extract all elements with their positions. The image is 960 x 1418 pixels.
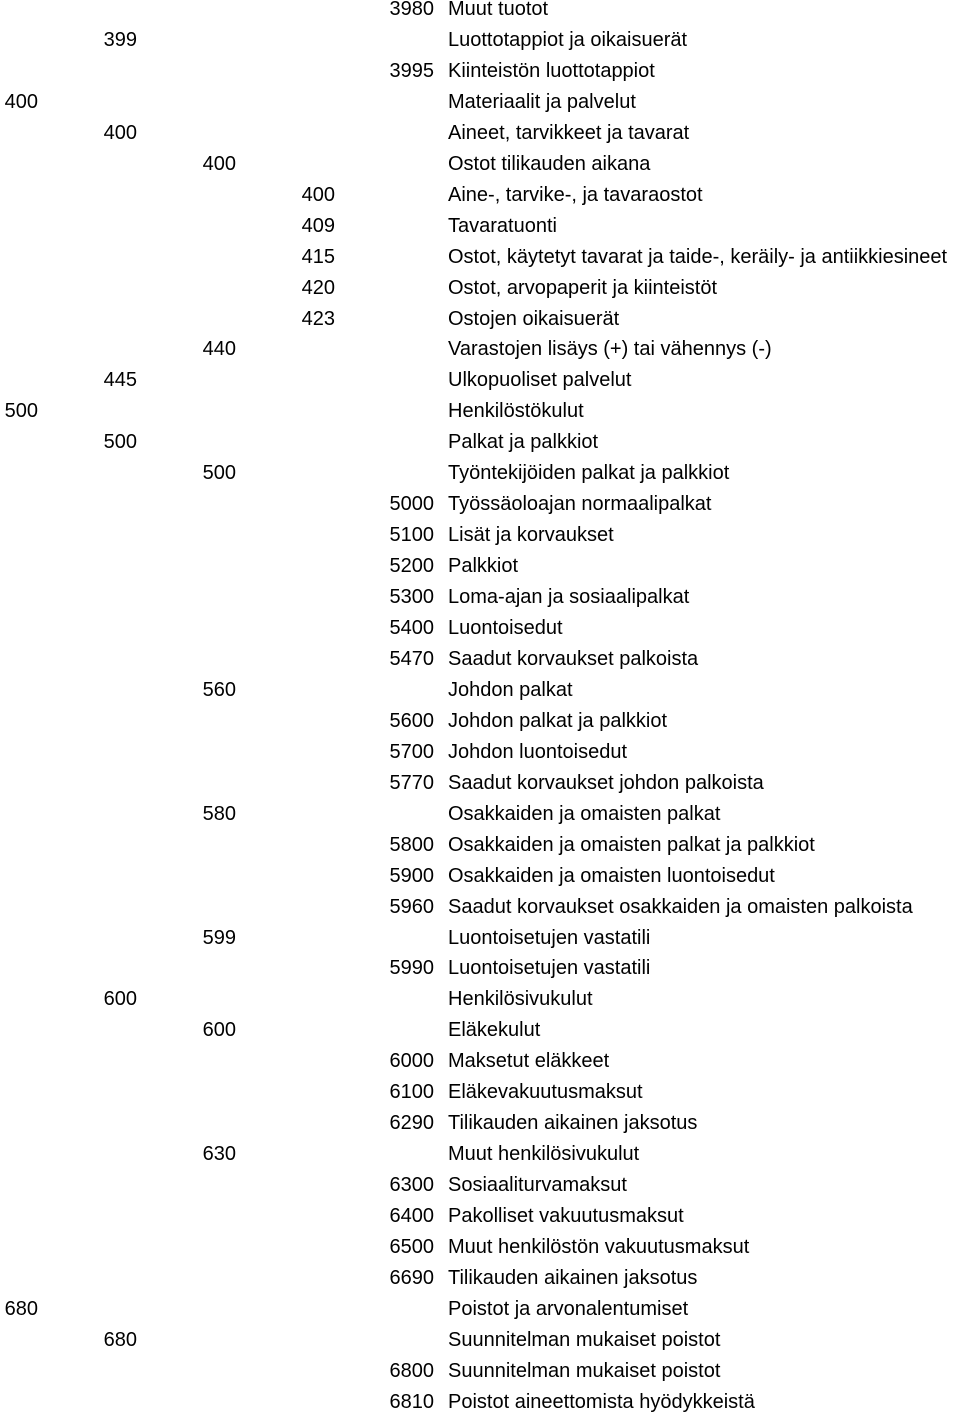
account-row	[0, 242, 960, 273]
account-code: 599	[202, 926, 236, 949]
account-name: Kiinteistön luottotappiot	[448, 59, 655, 82]
account-code: 5900	[389, 864, 434, 887]
account-name: Luottotappiot ja oikaisuerät	[448, 28, 688, 51]
account-code: 400	[103, 121, 137, 144]
account-row	[0, 25, 960, 56]
account-name: Materiaalit ja palvelut	[448, 90, 636, 113]
account-name: Sosiaaliturvamaksut	[448, 1174, 627, 1197]
account-code: 400	[4, 90, 38, 113]
account-row	[0, 458, 960, 489]
account-code: 399	[103, 28, 137, 51]
account-code: 400	[202, 152, 236, 175]
account-code: 6290	[389, 1112, 434, 1135]
account-code: 680	[103, 1328, 137, 1351]
account-name: Ostot, arvopaperit ja kiinteistöt	[448, 276, 718, 299]
account-name: Muut tuotot	[448, 0, 549, 20]
account-row	[0, 1108, 960, 1139]
account-code: 6400	[389, 1205, 434, 1228]
account-code: 6690	[389, 1266, 434, 1289]
account-code: 5300	[389, 586, 434, 609]
account-row	[0, 984, 960, 1015]
account-row	[0, 1201, 960, 1232]
account-code: 680	[4, 1297, 38, 1320]
account-name: Poistot ja arvonalentumiset	[448, 1297, 689, 1320]
account-name: Johdon palkat	[448, 678, 573, 701]
account-row	[0, 87, 960, 118]
account-code: 445	[103, 369, 137, 392]
account-code: 5700	[389, 740, 434, 763]
account-row	[0, 1232, 960, 1263]
account-name: Tilikauden aikainen jaksotus	[448, 1112, 698, 1135]
account-code: 5960	[389, 895, 434, 918]
account-name: Saadut korvaukset osakkaiden ja omaisten palkoista	[448, 895, 913, 918]
account-row	[0, 211, 960, 242]
account-row	[0, 1046, 960, 1077]
account-code: 560	[202, 678, 236, 701]
account-name: Saadut korvaukset johdon palkoista	[448, 771, 764, 794]
account-name: Henkilösivukulut	[448, 988, 593, 1011]
account-name: Eläkevakuutusmaksut	[448, 1081, 643, 1104]
account-name: Osakkaiden ja omaisten palkat	[448, 802, 721, 825]
account-code: 6100	[389, 1081, 434, 1104]
account-row	[0, 1263, 960, 1294]
account-row	[0, 582, 960, 613]
account-row	[0, 520, 960, 551]
account-row	[0, 830, 960, 861]
account-name: Pakolliset vakuutusmaksut	[448, 1205, 684, 1228]
account-code: 5470	[389, 647, 434, 670]
account-name: Luontoisetujen vastatili	[448, 957, 651, 980]
account-row	[0, 923, 960, 954]
account-name: Loma-ajan ja sosiaalipalkat	[448, 586, 690, 609]
account-code: 3995	[389, 59, 434, 82]
account-row	[0, 644, 960, 675]
account-code: 400	[301, 183, 335, 206]
account-name: Muut henkilöstön vakuutusmaksut	[448, 1236, 750, 1258]
account-code: 440	[202, 338, 236, 361]
account-code: 500	[4, 400, 38, 423]
account-name: Eläkekulut	[448, 1019, 541, 1042]
account-row	[0, 1077, 960, 1108]
account-name: Poistot aineettomista hyödykkeistä	[448, 1390, 755, 1413]
account-name: Ostot, käytetyt tavarat ja taide-, keräily- ja antiikkiesineet	[448, 245, 948, 268]
account-name: Työssäoloajan normaalipalkat	[448, 493, 712, 516]
account-row	[0, 334, 960, 365]
account-name: Osakkaiden ja omaisten palkat ja palkkiot	[448, 833, 815, 856]
account-row	[0, 1356, 960, 1387]
account-row	[0, 892, 960, 923]
account-name: Työntekijöiden palkat ja palkkiot	[448, 462, 730, 485]
account-row	[0, 1170, 960, 1201]
account-code: 500	[103, 431, 137, 454]
account-row	[0, 675, 960, 706]
account-row	[0, 737, 960, 768]
account-name: Muut henkilösivukulut	[448, 1143, 640, 1166]
account-code: 5100	[389, 524, 434, 547]
account-row	[0, 365, 960, 396]
account-name: Lisät ja korvaukset	[448, 524, 614, 547]
account-code: 5000	[389, 493, 434, 516]
account-code: 6300	[389, 1174, 434, 1197]
account-name: Aine-, tarvike-, ja tavaraostot	[448, 183, 703, 206]
account-code: 6800	[389, 1359, 434, 1382]
account-code: 5200	[389, 555, 434, 578]
account-row	[0, 273, 960, 304]
account-row	[0, 1294, 960, 1325]
account-name: Palkat ja palkkiot	[448, 431, 599, 454]
account-name: Suunnitelman mukaiset poistot	[448, 1359, 721, 1382]
account-name: Suunnitelman mukaiset poistot	[448, 1328, 721, 1351]
account-code: 5600	[389, 709, 434, 732]
account-row	[0, 861, 960, 892]
account-row	[0, 1325, 960, 1356]
account-code: 6500	[389, 1236, 434, 1258]
account-row	[0, 489, 960, 520]
account-name: Luontoisetujen vastatili	[448, 926, 651, 949]
account-code: 600	[202, 1019, 236, 1042]
account-code: 3980	[389, 0, 434, 20]
account-code: 415	[301, 245, 335, 268]
account-code: 5990	[389, 957, 434, 980]
account-row	[0, 0, 960, 25]
account-row	[0, 427, 960, 458]
account-name: Osakkaiden ja omaisten luontoisedut	[448, 864, 775, 887]
account-name: Johdon palkat ja palkkiot	[448, 709, 668, 732]
account-row	[0, 1015, 960, 1046]
account-name: Aineet, tarvikkeet ja tavarat	[448, 121, 690, 144]
account-name: Maksetut eläkkeet	[448, 1050, 610, 1073]
account-name: Tilikauden aikainen jaksotus	[448, 1266, 698, 1289]
account-row	[0, 613, 960, 644]
account-name: Ostojen oikaisuerät	[448, 307, 620, 330]
account-code: 409	[301, 214, 335, 237]
account-name: Palkkiot	[448, 555, 519, 578]
account-code: 600	[103, 988, 137, 1011]
account-row	[0, 149, 960, 180]
account-code: 500	[202, 462, 236, 485]
account-name: Ulkopuoliset palvelut	[448, 369, 632, 392]
account-row	[0, 1139, 960, 1170]
account-row	[0, 180, 960, 211]
account-code: 630	[202, 1143, 236, 1166]
account-code: 5800	[389, 833, 434, 856]
account-row	[0, 799, 960, 830]
account-row	[0, 768, 960, 799]
account-name: Saadut korvaukset palkoista	[448, 647, 699, 670]
account-row	[0, 551, 960, 582]
account-code: 580	[202, 802, 236, 825]
account-row	[0, 396, 960, 427]
account-code: 423	[301, 307, 335, 330]
account-code: 6810	[389, 1390, 434, 1413]
account-code: 6000	[389, 1050, 434, 1073]
account-name: Luontoisedut	[448, 617, 563, 639]
account-name: Ostot tilikauden aikana	[448, 152, 651, 175]
account-code: 420	[301, 276, 335, 299]
account-code: 5770	[389, 771, 434, 794]
account-row	[0, 706, 960, 737]
account-row	[0, 304, 960, 335]
account-name: Johdon luontoisedut	[448, 740, 628, 763]
account-name: Tavaratuonti	[448, 214, 557, 237]
account-name: Varastojen lisäys (+) tai vähennys (-)	[448, 338, 772, 361]
account-name: Henkilöstökulut	[448, 400, 584, 423]
account-row	[0, 56, 960, 87]
account-row	[0, 1387, 960, 1418]
account-row	[0, 118, 960, 149]
account-code: 5400	[389, 617, 434, 639]
account-row	[0, 953, 960, 984]
